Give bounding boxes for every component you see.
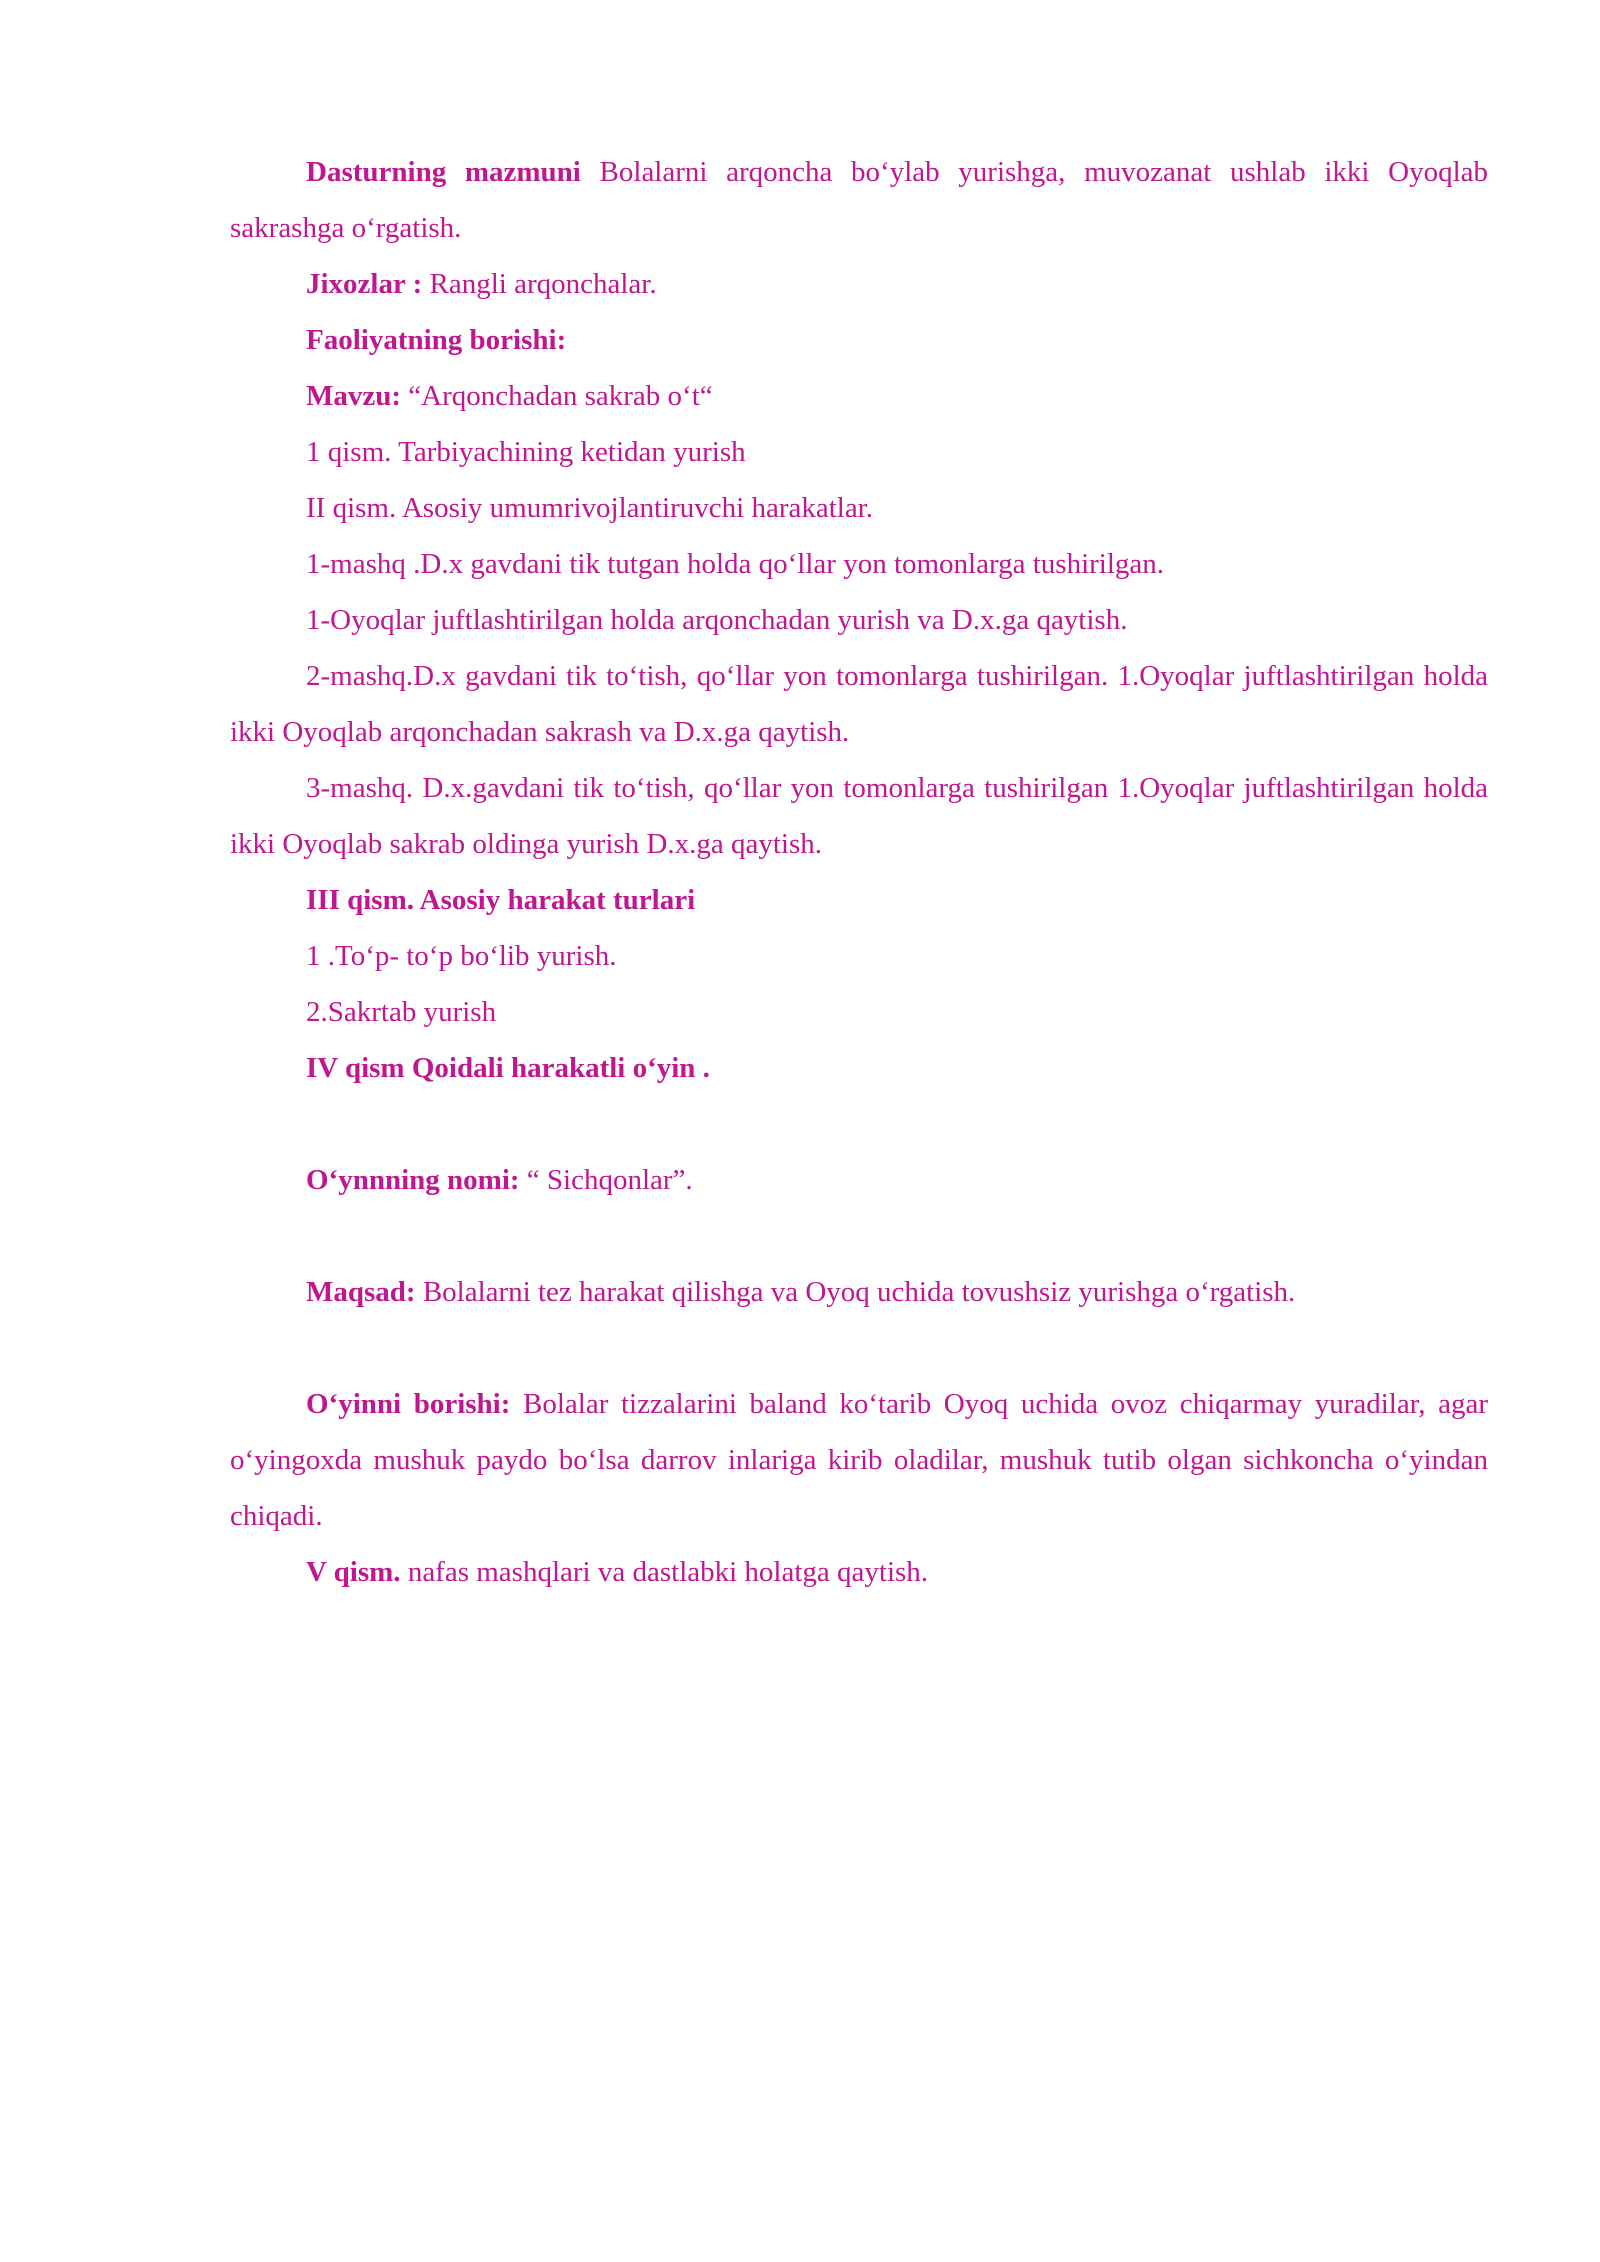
text-program-content: Bolalarni arqoncha bo‘ylab yurishga, muvozanat ushlab ikki Oyoqlab sakrashga o‘rgatish.: [230, 156, 1489, 244]
text-equipment: Rangli arqonchalar.: [422, 268, 657, 300]
paragraph-equipment: [230, 256, 1488, 312]
paragraph-topic: [230, 368, 1488, 424]
text-exercise-1: 1-mashq .D.x gavdani tik tutgan holda qo‘llar yon tomonlarga tushirilgan.: [306, 548, 1165, 580]
blank-line: [230, 1096, 1488, 1152]
text-part-1: 1 qism. Tarbiyachining ketidan yurish: [306, 436, 746, 468]
label-part-3: III qism. Asosiy harakat turlari: [306, 884, 696, 916]
paragraph-exercise-2: [230, 648, 1488, 760]
text-goal: Bolalarni tez harakat qilishga va Oyoq uchida tovushsiz yurishga o‘rgatish.: [415, 1276, 1296, 1308]
heading-activity-progress: [230, 312, 1488, 368]
label-topic: Mavzu:: [306, 380, 402, 412]
label-equipment: Jixozlar :: [306, 268, 423, 300]
label-part-5: V qism.: [306, 1556, 401, 1588]
paragraph-part-1: [230, 424, 1488, 480]
label-part-4: IV qism Qoidali harakatli o‘yin .: [306, 1052, 710, 1084]
label-game-name: O‘ynnning nomi:: [306, 1164, 520, 1196]
paragraph-program-content: [230, 144, 1488, 256]
paragraph-part-2: [230, 480, 1488, 536]
label-program-content: Dasturning mazmuni: [306, 156, 581, 188]
text-topic: “Arqonchadan sakrab o‘t“: [401, 380, 713, 412]
paragraph-part-5: [230, 1544, 1488, 1600]
document-page: [230, 144, 1488, 1600]
blank-line: [230, 1208, 1488, 1264]
heading-part-3: [230, 872, 1488, 928]
label-game-progress: O‘yinni borishi:: [306, 1388, 511, 1420]
text-exercise-1-step: 1-Oyoqlar juftlashtirilgan holda arqonchadan yurish va D.x.ga qaytish.: [306, 604, 1128, 636]
text-exercise-2: 2-mashq.D.x gavdani tik to‘tish, qo‘llar yon tomonlarga tushirilgan. 1.Oyoqlar juftlashtirilgan holda ikki Oyoqlab arqonchadan sakrash va D.x.ga qaytish.: [230, 660, 1488, 748]
label-goal: Maqsad:: [306, 1276, 416, 1308]
text-exercise-3: 3-mashq. D.x.gavdani tik to‘tish, qo‘llar yon tomonlarga tushirilgan 1.Oyoqlar juftlashtirilgan holda ikki Oyoqlab sakrab oldinga yurish D.x.ga qaytish.: [230, 772, 1488, 860]
paragraph-movement-1: [230, 928, 1488, 984]
paragraph-exercise-1: [230, 536, 1488, 592]
paragraph-goal: [230, 1264, 1488, 1320]
blank-line: [230, 1320, 1488, 1376]
label-activity-progress: Faoliyatning borishi:: [306, 324, 567, 356]
paragraph-movement-2: [230, 984, 1488, 1040]
text-part-5: nafas mashqlari va dastlabki holatga qaytish.: [400, 1556, 929, 1588]
text-movement-1: 1 .To‘p- to‘p bo‘lib yurish.: [306, 940, 617, 972]
heading-part-4: [230, 1040, 1488, 1096]
text-game-name: “ Sichqonlar”.: [519, 1164, 693, 1196]
paragraph-exercise-3: [230, 760, 1488, 872]
paragraph-game-progress: [230, 1376, 1488, 1544]
text-part-2: II qism. Asosiy umumrivojlantiruvchi harakatlar.: [306, 492, 874, 524]
paragraph-exercise-1-step: [230, 592, 1488, 648]
text-game-progress: Bolalar tizzalarini baland ko‘tarib Oyoq uchida ovoz chiqarmay yuradilar, agar o‘yingoxda mushuk paydo bo‘lsa darrov inlariga kirib oladilar, mushuk tutib olgan sichkoncha o‘yindan chiqadi.: [230, 1388, 1488, 1532]
paragraph-game-name: [230, 1152, 1488, 1208]
text-movement-2: 2.Sakrtab yurish: [306, 996, 497, 1028]
